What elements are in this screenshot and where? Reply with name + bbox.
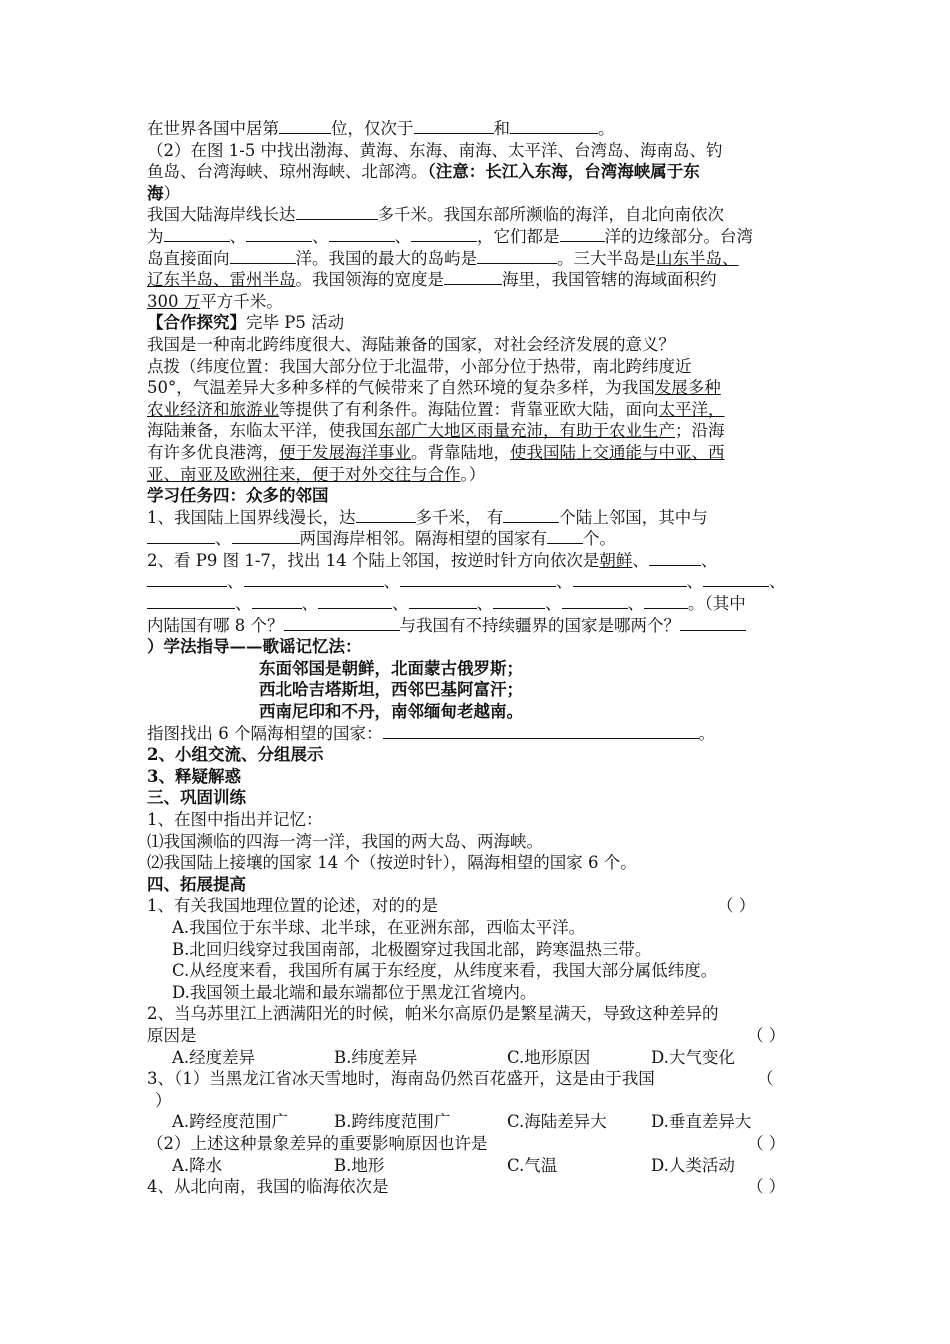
- option: A.经度差异: [172, 1047, 256, 1067]
- line-landlocked: 内陆国有哪 8 个？ 与我国有不持续疆界的国家是哪两个？: [147, 615, 827, 637]
- option: C.地形原因: [507, 1047, 591, 1067]
- answer-paren[interactable]: （: [757, 1069, 774, 1089]
- poem-line: 西北哈吉塔斯坦，西邻巴基阿富汗；: [259, 680, 523, 700]
- text-line: 海陆兼备，东临太平洋，使我国东部广大地区雨量充沛，有助于农业生产；沿海: [147, 421, 725, 441]
- blank-sea-3[interactable]: [329, 226, 395, 242]
- poem-line: 东面邻国是朝鲜，北面蒙古俄罗斯；: [259, 658, 523, 678]
- option: A.跨经度范围广: [172, 1112, 289, 1132]
- question-2-cont: 原因是 （ ）: [147, 1025, 786, 1045]
- line-sea-neighbors: 指图找出 6 个隔海相望的国家： 。: [147, 723, 715, 743]
- section-cooperative: 【合作探究】完毕 P5 活动: [147, 313, 345, 333]
- text-line: （2）在图 1-5 中找出渤海、黄海、东海、南海、太平洋、台湾岛、海南岛、钓: [147, 140, 723, 160]
- option: B.地形: [334, 1155, 385, 1175]
- line-rank: 在世界各国中居第 位，仅次于 和 。: [147, 119, 615, 138]
- blank-taiwan-faces[interactable]: [230, 248, 296, 264]
- text-line: ⑴我国濒临的四海一湾一洋，我国的两大岛、两海峡。: [147, 831, 543, 851]
- blank-border-length[interactable]: [356, 507, 416, 523]
- line-islands: 岛直接面向 洋。我国的最大的岛屿是 。三大半岛是山东半岛、: [147, 248, 739, 268]
- blank-neighbor[interactable]: [318, 593, 392, 609]
- blank-landlocked[interactable]: [284, 615, 400, 631]
- blank-neighbor[interactable]: [252, 593, 302, 609]
- method-guide: ）学法指导——歌谣记忆法：: [147, 637, 362, 657]
- line-seas: 为 、 、 、 ，它们都是 洋的边缘部分。台湾: [147, 226, 753, 246]
- blank-six-countries[interactable]: [383, 723, 699, 739]
- blank-neighbor[interactable]: [409, 593, 477, 609]
- option: A.降水: [172, 1155, 223, 1175]
- answer-paren[interactable]: （ ）: [717, 896, 756, 916]
- option: B.纬度差异: [334, 1047, 418, 1067]
- blank-neighbor[interactable]: [644, 593, 688, 609]
- blank-sea-4[interactable]: [411, 226, 477, 242]
- blank-neighbor[interactable]: [649, 550, 701, 566]
- line-neighbors-order: 、 、 、 、 、: [147, 571, 827, 593]
- option: C.海陆差异大: [507, 1112, 607, 1132]
- line-coastline: 我国大陆海岸线长达 多千米。我国东部所濒临的海洋，自北向南依次: [147, 205, 724, 225]
- options-row: [147, 1155, 827, 1177]
- text-line: 亚、南亚及欧洲往来，便于对外交往与合作。）: [147, 464, 486, 484]
- answer-paren-close: ）: [155, 1090, 172, 1110]
- blank-ocean[interactable]: [560, 226, 605, 242]
- blank-coastline[interactable]: [296, 204, 378, 220]
- option: A.我国位于东半球、北半球，在亚洲东部，西临太平洋。: [172, 917, 586, 937]
- heading: 三、巩固训练: [147, 788, 246, 808]
- line-coastal: 、 两国海岸相邻。隔海相望的国家有 个。: [147, 528, 827, 550]
- option: C.从经度来看，我国所有属于东经度，从纬度来看，我国大部分属低纬度。: [172, 961, 718, 981]
- text-line: 鱼岛、台湾海峡、琼州海峡、北部湾。（注意：长江入东海，台湾海峡属于东: [147, 162, 700, 182]
- options-row: [147, 1047, 827, 1069]
- text-line: 农业经济和旅游业等提供了有利条件。海陆位置：背靠亚欧大陆，面向太平洋，: [147, 399, 725, 419]
- worksheet-page: [147, 118, 827, 1198]
- options-row: [147, 1111, 827, 1133]
- answer-paren[interactable]: （ ）: [747, 1177, 786, 1197]
- blank-largest-island[interactable]: [477, 248, 557, 264]
- question-3: 3、（1）当黑龙江省冰天雪地时，海南岛仍然百花盛开，这是由于我国 （: [147, 1069, 774, 1089]
- option: D.人类活动: [651, 1155, 735, 1175]
- section-neighbors: 学习任务四：众多的邻国: [147, 486, 329, 506]
- option: C.气温: [507, 1155, 558, 1175]
- note-bold: （注意：长江入东海，台湾海峡属于东: [427, 162, 700, 182]
- blank-neighbor[interactable]: [400, 571, 556, 587]
- text-line: 50°，气温差异大多种多样的气候带来了自然环境的复杂多样，为我国发展多种: [147, 378, 721, 398]
- blank-neighbor[interactable]: [573, 571, 687, 587]
- blank-country-2[interactable]: [510, 118, 598, 134]
- blank-neighbor[interactable]: [703, 571, 769, 587]
- text-line: 点拨（纬度位置：我国大部分位于北温带，小部分位于热带，南北跨纬度近: [147, 356, 692, 376]
- blank-neighbor[interactable]: [147, 593, 235, 609]
- blank-sea-2[interactable]: [246, 226, 312, 242]
- blank-coastal-1[interactable]: [147, 528, 215, 544]
- question-3-2: （2）上述这种景象差异的重要影响原因也许是 （ ）: [147, 1133, 786, 1153]
- option: B.跨纬度范围广: [334, 1112, 451, 1132]
- text-line: 海）: [147, 183, 180, 203]
- heading: 2、小组交流、分组展示: [147, 745, 324, 765]
- text-line: 我国是一种南北跨纬度很大、海陆兼备的国家，对社会经济发展的意义？: [147, 334, 675, 354]
- line-territorial: 辽东半岛、雷州半岛。我国领海的宽度是 海里，我国管辖的海域面积约: [147, 270, 717, 290]
- question-4: 4、从北向南，我国的临海依次是 （ ）: [147, 1177, 786, 1197]
- blank-rank[interactable]: [279, 118, 331, 134]
- poem-line: 西南尼印和不丹，南邻缅甸老越南。: [259, 702, 523, 722]
- option: D.垂直差异大: [651, 1112, 752, 1132]
- text-line: 1、在图中指出并记忆：: [147, 810, 323, 829]
- blank-sea-1[interactable]: [164, 226, 230, 242]
- question-1: 1、有关我国地理位置的论述，对的的是 （ ）: [147, 896, 756, 916]
- heading: 3、释疑解惑: [147, 766, 241, 786]
- answer-paren[interactable]: （ ）: [747, 1025, 786, 1045]
- question-2: 2、当乌苏里江上洒满阳光的时候，帕米尔高原仍是繁星满天，导致这种差异的: [147, 1004, 719, 1024]
- blank-territorial-width[interactable]: [444, 269, 502, 285]
- text-line: ⑵我国陆上接壤的国家 14 个（按逆时针），隔海相望的国家 6 个。: [147, 853, 637, 873]
- blank-coastal-2[interactable]: [232, 528, 300, 544]
- line-neighbors-order: 、 、 、 、 、 、 。（其中: [147, 593, 827, 615]
- heading: 四、拓展提高: [147, 874, 246, 894]
- blank-sea-neighbors[interactable]: [547, 528, 583, 544]
- line-neighbors-order: 2、看 P9 图 1-7，找出 14 个陆上邻国，按逆时针方向依次是朝鲜、 、: [147, 550, 718, 570]
- blank-country-1[interactable]: [414, 118, 494, 134]
- blank-neighbor[interactable]: [147, 571, 227, 587]
- option: D.我国领土最北端和最东端都位于黑龙江省境内。: [172, 982, 537, 1002]
- option: D.大气变化: [651, 1047, 735, 1067]
- answer-paren[interactable]: （ ）: [747, 1133, 786, 1153]
- blank-neighbor[interactable]: [244, 571, 384, 587]
- option: B.北回归线穿过我国南部，北极圈穿过我国北部，跨寒温热三带。: [172, 939, 652, 959]
- blank-neighbor[interactable]: [493, 593, 545, 609]
- blank-land-neighbors[interactable]: [503, 507, 559, 523]
- text-line: 300 万平方千米。: [147, 291, 283, 311]
- line-border: 1、我国陆上国界线漫长，达 多千米， 有 个陆上邻国，其中与: [147, 507, 708, 527]
- blank-discontinuous[interactable]: [680, 615, 746, 631]
- text-line: 有许多优良港湾，便于发展海洋事业。背靠陆地，使我国陆上交通能与中亚、西: [147, 442, 725, 462]
- blank-neighbor[interactable]: [562, 593, 628, 609]
